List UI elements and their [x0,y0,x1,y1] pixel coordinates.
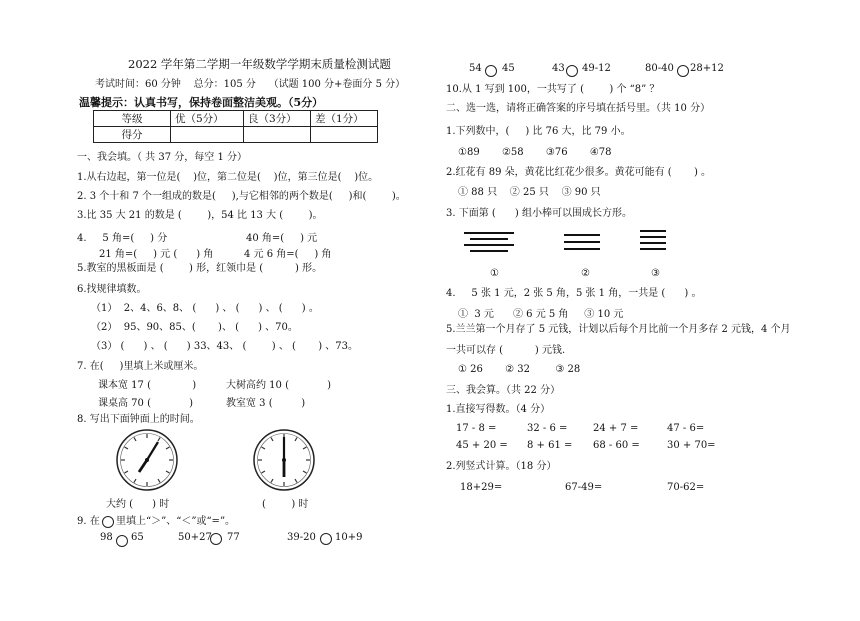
stick-group-1 [464,232,514,252]
question-3: 3.比 35 大 21 的数是 ( )，54 比 13 大 ( )。 [77,210,323,221]
calc-item: 32 - 6 = [527,423,568,434]
question-7a: 课本宽 17 ( ) [98,380,197,391]
calc-item: 17 - 8 = [456,423,497,434]
section-2-heading: 二、选一选，请将正确答案的序号填在括号里。（共 10 分） [446,103,711,114]
question-1: 1.从右边起，第一位是( )位，第二位是( )位，第三位是( )位。 [77,172,379,183]
choice-5-line2: 一共可以存 ( ) 元钱. [446,345,566,356]
exam-info: 考试时间：60 分钟 总分：105 分 （试题 100 分+卷面分 5 分） [95,79,406,90]
calc-item: 24 + 7 = [593,423,639,434]
grade-cell[interactable] [311,127,378,143]
choice-2: 2.红花有 89 朵，黄花比红花少很多。黄花可能有 ( ) 。 [446,167,712,178]
grade-cell: 得分 [94,127,171,143]
compare-circle[interactable] [116,535,128,547]
question-2: 2. 3 个十和 7 个一组成的数是( ),与它相邻的两个数是( )和( )。 [77,191,406,202]
choice-4: 4. 5 张 1 元，2 张 5 角，5 张 1 角，一共是 ( ) 。 [446,288,702,299]
question-8: 8. 写出下面钟面上的时间。 [77,414,200,425]
grade-row-level [94,111,378,127]
compare-right: 77 [227,532,240,543]
compare-left: 43 [552,63,565,74]
compare-left: 50+27 [178,532,212,543]
grade-cell: 差（1分） [311,111,378,127]
question-4d: 4 元 6 角=( ) 角 [244,249,332,260]
calc-1-heading: 1.直接写得数。（4 分） [446,404,551,415]
question-6-2: （2） 95、90、85、( )、 ( ) 、70。 [91,322,298,333]
grade-cell: 优（5分） [171,111,244,127]
vertical-calc-item: 70-62= [667,482,705,493]
choice-3: 3. 下面第 ( ) 组小棒可以围成长方形。 [446,208,632,219]
compare-circle[interactable] [566,65,578,77]
clock-face-b [252,428,316,492]
question-9-suffix: 里填上“＞”、“＜”或“=”。 [116,516,236,527]
question-4a: 4. 5 角=( ) 分 [77,233,168,244]
compare-circle[interactable] [210,533,222,545]
stick-group-3 [640,230,666,252]
grade-cell: 等级 [94,111,171,127]
question-10: 10.从 1 写到 100，一共写了 ( ) 个 “8” ？ [446,84,660,95]
question-7d: 教室宽 3 ( ) [226,398,306,409]
grade-row-score [94,127,378,143]
compare-circle[interactable] [320,533,332,545]
grade-cell: 良（3分） [244,111,311,127]
grade-table [93,110,378,143]
stick-label-2: ② [581,268,590,279]
calc-item: 47 - 6= [667,423,705,434]
section-1-heading: 一、我会填。（ 共 37 分，每空 1 分） [77,152,247,163]
calc-item: 30 + 70= [667,440,716,451]
question-7c: 课桌高 70 ( ) [98,398,194,409]
compare-circle[interactable] [677,65,689,77]
vertical-calc-item: 18+29= [460,482,503,493]
compare-right: 10+9 [335,532,363,543]
question-6-1: （1） 2、4、6、8、 ( ) 、 ( ) 、 ( ) 。 [91,303,319,314]
choice-5-options: ① 26 ② 32 ③ 28 [458,364,581,375]
calc-2-heading: 2.列竖式计算。（18 分） [446,461,557,472]
compare-right: 28+12 [690,63,724,74]
choice-1: 1.下列数中，( ) 比 76 大，比 79 小。 [446,126,631,137]
question-6: 6.找规律填数。 [77,284,147,295]
clock-a-answer: 大约 ( ) 时 [106,499,170,510]
calc-item: 8 + 61 = [527,440,573,451]
question-6-3: （3） ( ) 、 ( ) 33、43、 ( ) 、 ( ) 、73。 [91,341,359,352]
question-5: 5.教室的黑板面是 ( ) 形，红领巾是 ( ) 形。 [77,263,323,274]
compare-right: 49-12 [582,63,611,74]
compare-right: 45 [502,63,515,74]
grade-cell[interactable] [171,127,244,143]
compare-left: 54 [469,63,482,74]
stick-label-3: ③ [651,268,660,279]
question-4b: 40 角=( ) 元 [246,233,318,244]
exam-title: 2022 学年第二学期一年级数学学期末质量检测试题 [128,57,391,71]
question-9-prefix: 9. 在 [77,516,100,527]
question-7: 7. 在( )里填上米或厘米。 [77,361,204,372]
choice-1-options: ①89 ②58 ③76 ④78 [458,147,612,158]
clock-face-a [115,428,179,492]
clock-b-answer: ( ) 时 [262,499,309,510]
compare-right: 65 [131,532,144,543]
calc-item: 68 - 60 = [593,440,640,451]
grade-cell[interactable] [244,127,311,143]
compare-circle[interactable] [485,65,497,77]
compare-left: 39-20 [287,532,316,543]
stick-label-1: ① [490,268,499,279]
vertical-calc-item: 67-49= [565,482,603,493]
question-4c: 21 角=( ) 元 ( ) 角 [99,249,214,260]
compare-left: 80-40 [645,63,674,74]
exam-hint: 温馨提示：认真书写，保持卷面整洁美观。（5分） [79,96,324,109]
choice-4-options: ① 3 元 ② 6 元 5 角 ③ 10 元 [458,309,624,320]
section-3-heading: 三、我会算。（共 22 分） [446,385,561,396]
compare-circle[interactable] [102,516,114,528]
question-7b: 大树高约 10 ( ) [226,380,332,391]
calc-item: 45 + 20 = [456,440,508,451]
compare-left: 98 [100,532,113,543]
choice-2-options: ① 88 只 ② 25 只 ③ 90 只 [458,187,601,198]
stick-group-2 [564,232,600,252]
choice-5-line1: 5.兰兰第一个月存了 5 元钱，计划以后每个月比前一个月多存 2 元钱，4 个月 [446,324,791,335]
